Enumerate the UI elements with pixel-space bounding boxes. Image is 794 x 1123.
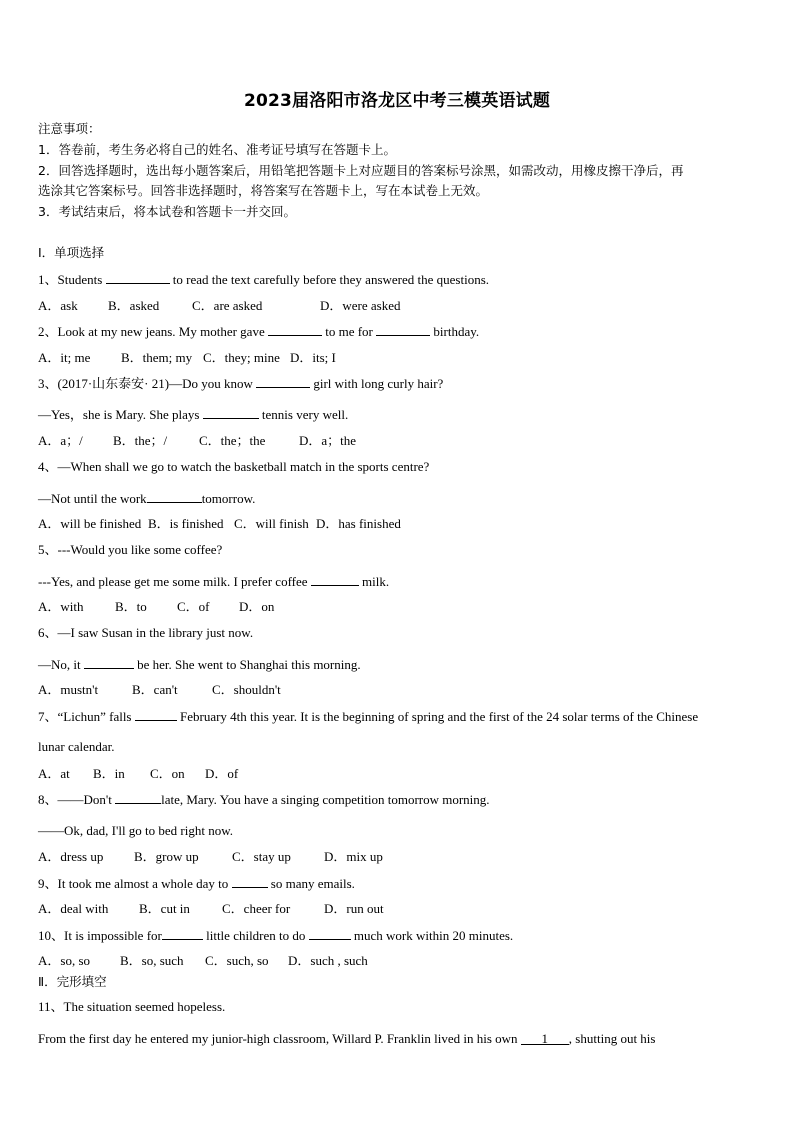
question-4-reply: —Not until the work tomorrow. <box>38 491 256 506</box>
option-d: D．on <box>239 599 275 614</box>
question-3: 3、(2017·山东泰安· 21)—Do you know girl with long curly hair? <box>38 376 444 391</box>
option-c: C．are asked <box>192 298 263 313</box>
answer-blank <box>376 323 430 336</box>
question-9: 9、It took me almost a whole day to so many emails. <box>38 876 355 891</box>
option-c: C．stay up <box>232 849 291 864</box>
answer-blank <box>135 708 177 721</box>
option-d: D．has finished <box>316 516 401 531</box>
option-a: A．deal with <box>38 901 109 916</box>
answer-blank <box>106 271 170 284</box>
options-4 <box>38 516 401 532</box>
question-6: 6、—I saw Susan in the library just now. <box>38 625 254 640</box>
page-title: 2023届洛阳市洛龙区中考三模英语试题 <box>243 91 551 111</box>
option-a: A．dress up <box>38 849 104 864</box>
answer-blank <box>115 791 161 804</box>
notice-item-2-cont: 选涂其它答案标号。回答非选择题时，将答案写在答题卡上，写在本试卷上无效。 <box>38 183 489 198</box>
option-b: B．can't <box>132 682 178 697</box>
option-a: A．mustn't <box>38 682 99 697</box>
option-b: B．grow up <box>134 849 199 864</box>
options-1 <box>38 298 401 314</box>
option-a: A．at <box>38 766 70 781</box>
answer-blank <box>309 927 351 940</box>
answer-blank <box>268 323 322 336</box>
notice-heading: 注意事项： <box>38 121 101 136</box>
answer-blank <box>147 490 202 503</box>
option-a: A．so, so <box>38 953 91 968</box>
option-c: C．on <box>150 766 185 781</box>
option-a: A．ask <box>38 298 78 313</box>
question-4: 4、—When shall we go to watch the basketball match in the sports centre? <box>38 459 430 474</box>
question-1: 1、Students to read the text carefully before they answered the questions. <box>38 272 490 287</box>
question-5-reply: ---Yes, and please get me some milk. I prefer coffee milk. <box>38 574 390 589</box>
passage-line: From the first day he entered my junior-high classroom, Willard P. Franklin lived in his own 1 , shutting out his <box>38 1031 656 1046</box>
question-3-reply: —Yes，she is Mary. She plays tennis very well. <box>38 407 349 422</box>
question-7: 7、“Lichun” falls February 4th this year. It is the beginning of spring and the first of the 24 solar terms of the Chinese <box>38 709 699 724</box>
options-5 <box>38 599 274 615</box>
notice-item-3: 3．考试结束后，将本试卷和答题卡一并交回。 <box>38 204 296 219</box>
answer-blank <box>84 656 134 669</box>
options-3 <box>38 433 356 449</box>
option-a: A．a；/ <box>38 433 83 448</box>
option-d: D．of <box>205 766 239 781</box>
answer-blank <box>256 375 310 388</box>
options-6 <box>38 682 281 698</box>
section-heading-2: Ⅱ．完形填空 <box>38 974 107 989</box>
question-2: 2、Look at my new jeans. My mother gave to me for birthday. <box>38 324 480 339</box>
option-b: B．the；/ <box>113 433 168 448</box>
option-b: B．cut in <box>139 901 190 916</box>
option-c: C．cheer for <box>222 901 291 916</box>
question-6-reply: —No, it be her. She went to Shanghai this morning. <box>38 657 361 672</box>
notice-item-2: 2．回答选择题时，选出每小题答案后，用铅笔把答题卡上对应题目的答案标号涂黑，如需改动，用橡皮擦干净后，再 <box>38 163 684 178</box>
option-b: B．to <box>115 599 147 614</box>
option-b: B．is finished <box>148 516 224 531</box>
options-8 <box>38 849 383 865</box>
answer-blank <box>311 573 359 586</box>
option-d: D．mix up <box>324 849 383 864</box>
question-8: 8、——Don't late, Mary. You have a singing competition tomorrow morning. <box>38 792 490 807</box>
section-heading-1: Ⅰ．单项选择 <box>38 245 105 260</box>
options-10 <box>38 953 368 969</box>
option-b: B．asked <box>108 298 160 313</box>
notice-item-1: 1．答卷前，考生务必将自己的姓名、准考证号填写在答题卡上。 <box>38 142 396 157</box>
question-10: 10、It is impossible for little children to do much work within 20 minutes. <box>38 928 514 943</box>
option-a: A．it; me <box>38 350 91 365</box>
option-d: D．its; I <box>290 350 336 365</box>
option-c: C．they; mine <box>203 350 280 365</box>
question-8-reply: ——Ok, dad, I'll go to bed right now. <box>38 823 234 838</box>
option-b: B．them; my <box>121 350 193 365</box>
answer-blank <box>203 406 259 419</box>
options-7 <box>38 766 238 782</box>
numbered-blank: 1 <box>521 1032 569 1045</box>
question-11: 11、The situation seemed hopeless. <box>38 999 226 1014</box>
option-c: C．shouldn't <box>212 682 281 697</box>
question-7-cont: lunar calendar. <box>38 739 115 754</box>
option-a: A．will be finished <box>38 516 142 531</box>
option-b: B．so, such <box>120 953 184 968</box>
option-d: D．were asked <box>320 298 401 313</box>
option-d: D．such , such <box>288 953 368 968</box>
option-c: C．of <box>177 599 210 614</box>
option-c: C．the；the <box>199 433 266 448</box>
option-d: D．run out <box>324 901 384 916</box>
option-c: C．such, so <box>205 953 269 968</box>
option-c: C．will finish <box>234 516 309 531</box>
option-d: D．a；the <box>299 433 357 448</box>
answer-blank <box>162 927 203 940</box>
question-5: 5、---Would you like some coffee? <box>38 542 223 557</box>
options-2 <box>38 350 336 366</box>
answer-blank <box>232 875 268 888</box>
option-b: B．in <box>93 766 125 781</box>
options-9 <box>38 901 384 917</box>
option-a: A．with <box>38 599 84 614</box>
